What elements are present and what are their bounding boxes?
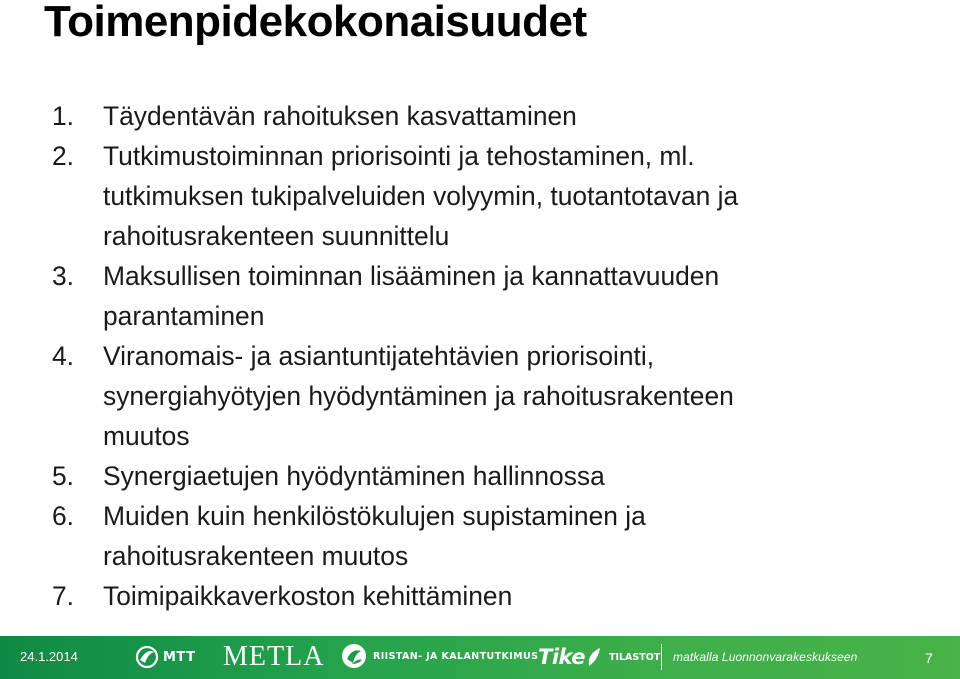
list-item-line: synergiahyötyjen hyödyntäminen ja rahoitusrakenteen xyxy=(103,381,734,411)
list-item-text xyxy=(103,336,932,456)
list-item-text xyxy=(103,256,932,336)
list-item-line: Viranomais- ja asiantuntijatehtävien priorisointi, xyxy=(103,341,655,371)
list-item xyxy=(52,496,932,576)
footer-tagline: matkalla Luonnonvarakeskukseen xyxy=(673,650,858,664)
list-item xyxy=(52,576,932,616)
list-item xyxy=(52,96,932,136)
list-item-line: parantaminen xyxy=(103,301,265,331)
tike-leaf-icon xyxy=(586,646,602,668)
rktl-logo xyxy=(340,642,538,670)
slide-title: Toimenpidekokonaisuudet xyxy=(44,0,587,46)
footer-date: 24.1.2014 xyxy=(20,649,78,664)
list-item xyxy=(52,136,932,256)
list-item-number: 2. xyxy=(52,141,75,171)
tike-logo-text: Tike xyxy=(538,645,585,669)
list-item-text xyxy=(103,496,932,576)
list-item-line: Muiden kuin henkilöstökulujen supistaminen ja xyxy=(103,501,646,531)
list-item-number: 4. xyxy=(52,341,75,371)
footer-bar xyxy=(0,636,960,679)
list-item-text xyxy=(103,576,932,616)
list-item-text xyxy=(103,136,932,256)
page-number: 7 xyxy=(925,650,933,666)
mtt-leaf-icon xyxy=(134,644,160,670)
mtt-logo-text: MTT xyxy=(163,649,196,665)
list-item-line: Synergiaetujen hyödyntäminen hallinnossa xyxy=(103,461,605,491)
mtt-logo xyxy=(134,644,195,670)
list-item-line: Täydentävän rahoituksen kasvattaminen xyxy=(103,101,577,131)
list-item xyxy=(52,456,932,496)
list-item-line: muutos xyxy=(103,421,190,451)
list-item-number: 3. xyxy=(52,261,75,291)
list-item-number: 6. xyxy=(52,501,75,531)
list-item-text xyxy=(103,96,932,136)
measures-list xyxy=(52,96,932,616)
list-item-number: 7. xyxy=(52,581,75,611)
list-item-line: rahoitusrakenteen suunnittelu xyxy=(103,221,450,251)
footer-divider xyxy=(661,644,662,670)
list-item-number: 5. xyxy=(52,461,75,491)
list-item-line: Toimipaikkaverkoston kehittäminen xyxy=(103,581,513,611)
list-item xyxy=(52,336,932,456)
list-item-line: rahoitusrakenteen muutos xyxy=(103,541,409,571)
list-item xyxy=(52,256,932,336)
list-item-line: Tutkimustoiminnan priorisointi ja tehostaminen, ml. xyxy=(103,141,695,171)
list-item-text xyxy=(103,456,932,496)
list-item-line: Maksullisen toiminnan lisääminen ja kannattavuuden xyxy=(103,261,720,291)
rktl-logo-text: RIISTAN- JA KALANTUTKIMUS xyxy=(373,650,539,662)
rktl-swirl-icon xyxy=(340,642,368,670)
metla-logo: METLA xyxy=(223,641,325,672)
list-item-line: tutkimuksen tukipalveluiden volyymin, tuotantotavan ja xyxy=(103,181,739,211)
tike-logo xyxy=(538,645,660,669)
list-item-number: 1. xyxy=(52,101,75,131)
tilastot-logo-text: TILASTOT xyxy=(608,651,661,663)
